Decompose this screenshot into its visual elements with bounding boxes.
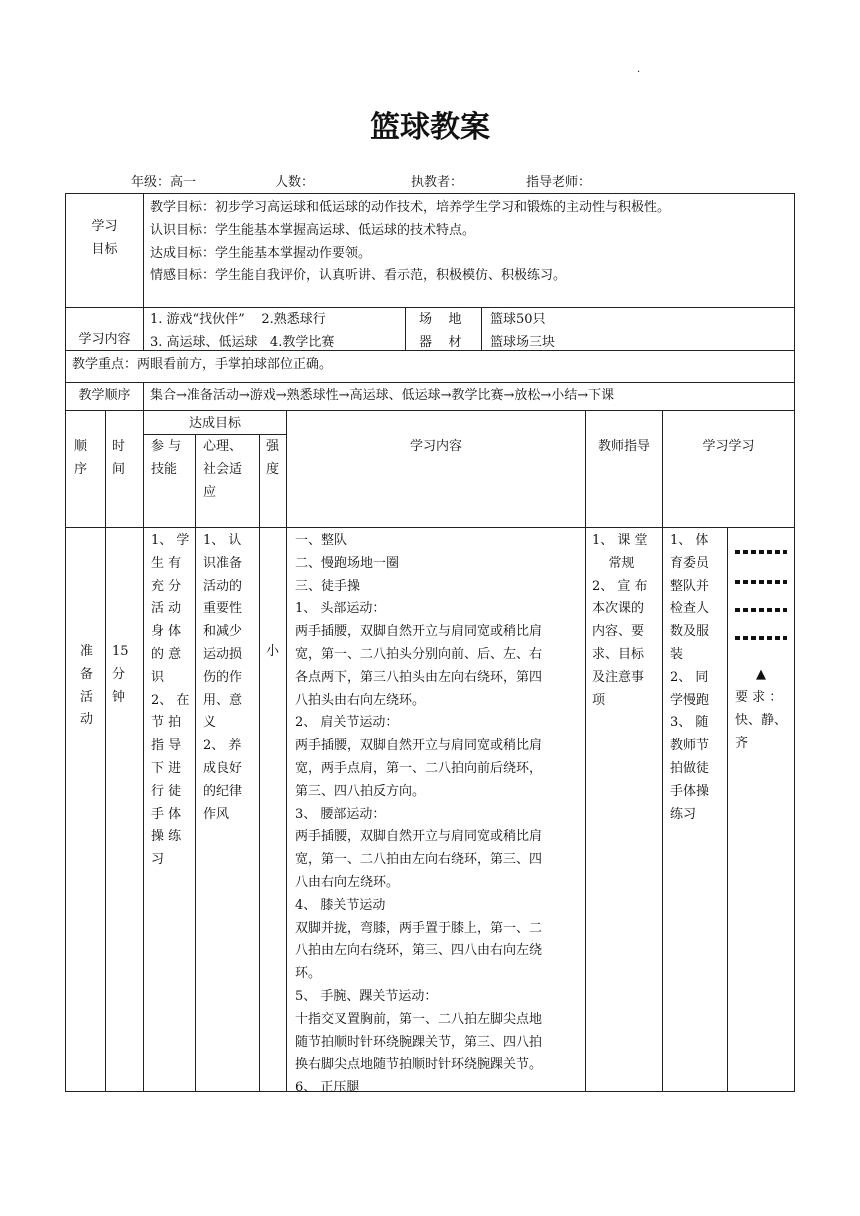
grade-field: 年级：高一 [131,175,197,190]
head-psych: 心理、 社会适 应 [203,439,243,500]
formation-line-icon [735,580,787,584]
advisor-field: 指导老师： [526,175,592,190]
row-skill: 1、 学 生 有 充 分 活 动 身 体 的 意 识 2、 在 节 拍 指 导 下 进 行 徒 手 体 操 练 习 [151,533,190,868]
teacher-position-icon: ▲ [756,667,766,682]
teacher-field: 执教者： [411,175,464,190]
row-content: 一、整队 二、慢跑场地一圈 三、徒手操 1、 头部运动： 两手插腰，双脚自然开立与肩同宽或稍比肩 宽，第一、二八拍头分别向前、后、左、右 各点两下，第三八拍头由左向右绕环，第四 八拍头由右向左绕环。 2、 肩关节运动： 两手插腰，双脚自然开立与肩同宽或稍比肩 宽，两手点肩，第一、二八拍向前后绕环， 第三、四八拍反方向。 3、 腰部运动： 两手插腰，双脚自然开立与肩同宽或稍比肩 宽，第一、二八拍由左向右绕环，第三、四 八由右向左绕环。 4、 膝关节运动 双脚并拢，弯膝，两手置于膝上，第一、二 八拍由左向右绕环，第三、四八由右向左绕 环。 5、 手腕、踝关节运动： 十指交叉置胸前，第一、二八拍左脚尖点地 随节拍顺时针环绕腕踝关节，第三、四八拍 换右脚尖点地随节拍顺时针环绕腕踝关节。 6、 正压腿 [295,533,543,1096]
row-psych: 1、 认 识准备 活动的 重要性 和减少 运动损 伤的作 用、意 义 2、 养 成良好 的纪律 作风 [203,533,243,822]
row-intensity: 小 [266,644,280,659]
row-guide: 1、 课 堂 常规 2、 宣 布 本次课的 内容、要 求、目标 及注意事 项 [592,533,648,708]
page-title: 篮球教案 [370,110,490,145]
row-time: 15 分 钟 [112,644,129,705]
sequence-label: 教学顺序 [78,388,131,403]
content-text: 1. 游戏“找伙伴” 2.熟悉球行 3. 高运球、低运球 4.教学比赛 [150,312,335,350]
goals-text: 教学目标：初步学习高运球和低运球的动作技术，培养学生学习和锻炼的主动性与积极性。 认识目标：学生能基本掌握高运球、低运球的技术特点。 达成目标：学生能基本掌握动作要领。 情感目标：学生能自我评价，认真听讲、看示范，积极模仿、积极练习。 [150,200,671,284]
head-order: 顺 序 [74,439,88,477]
row-requirement: 要 求 ： 快、静、 齐 [735,690,788,751]
head-time: 时 间 [112,439,126,477]
head-target: 达成目标 [188,416,241,431]
teaching-focus: 教学重点：两眼看前方，手掌拍球部位正确。 [72,357,333,372]
formation-line-icon [735,608,787,612]
venue-label: 场 地 器 材 [419,312,462,350]
head-guide: 教师指导 [597,439,650,454]
formation-line-icon [735,550,787,554]
corner-dot: · [637,67,641,78]
formation-line-icon [735,636,787,640]
head-skill: 参 与 技能 [151,439,182,477]
count-field: 人数： [275,175,315,190]
head-intensity: 强 度 [266,439,280,477]
goals-label: 学习 目标 [91,219,118,257]
row-study: 1、 体 育委员 整队并 检查人 数及服 装 2、 同 学慢跑 3、 随 教师节 拍做徒 手体操 练习 [670,533,710,822]
content-label: 学习内容 [78,332,131,347]
head-content: 学习内容 [409,439,462,454]
sequence-text: 集合→准备活动→游戏→熟悉球性→高运球、低运球→教学比赛→放松→小结→下课 [150,388,615,403]
head-study: 学习学习 [702,439,755,454]
row-order: 准 备 活 动 [80,644,94,728]
venue-text: 篮球50只 篮球场三块 [490,312,556,350]
